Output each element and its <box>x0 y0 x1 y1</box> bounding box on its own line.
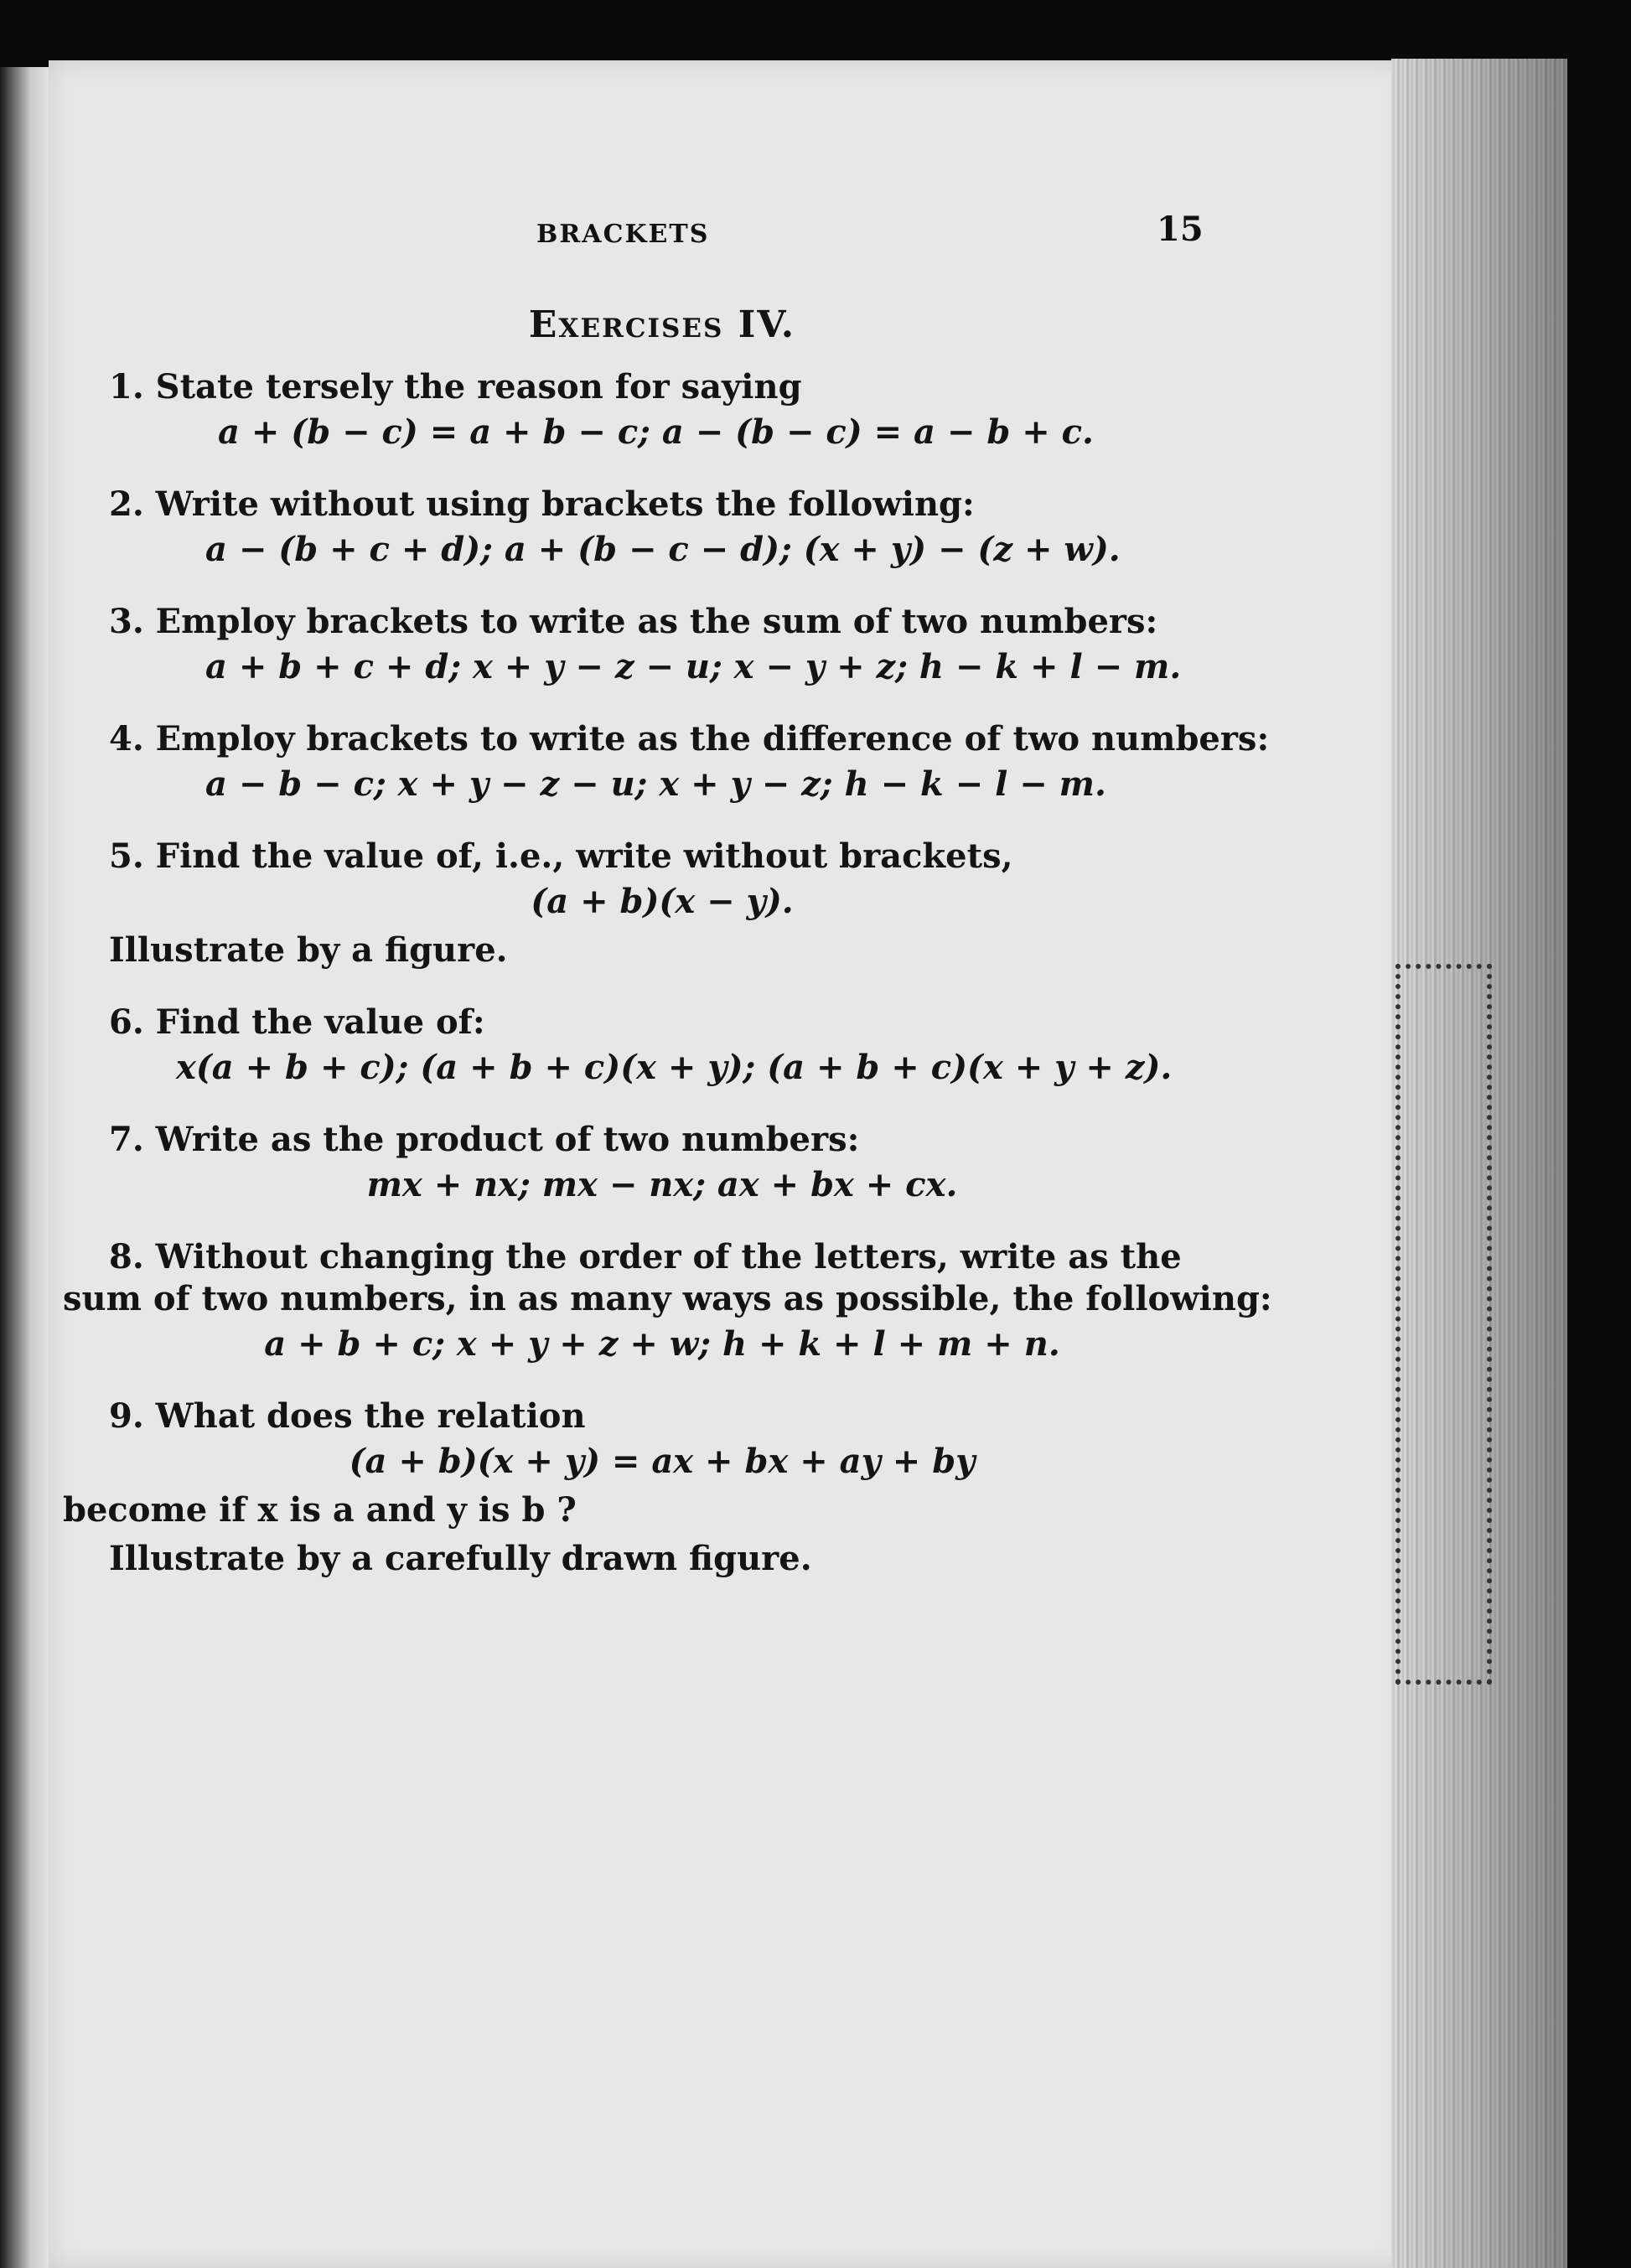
exercise-2 <box>109 484 1215 571</box>
exercise-formula: a + (b − c) = a + b − c; a − (b − c) = a − b + c. <box>218 412 1094 452</box>
exercise-3 <box>109 601 1215 688</box>
exercise-text: 8. Without changing the order of the letters, write as the <box>109 1237 1182 1276</box>
exercise-text: 6. Find the value of: <box>109 1002 485 1042</box>
exercise-8 <box>63 1236 1272 1365</box>
running-head: BRACKETS <box>536 220 710 249</box>
left-page-edge <box>0 67 50 2268</box>
exercise-formula: (a + b)(x − y). <box>531 882 794 921</box>
exercise-text: 2. Write without using brackets the following: <box>109 484 975 524</box>
exercise-formula: x(a + b + c); (a + b + c)(x + y); (a + b + c)(x + y + z). <box>176 1048 1173 1087</box>
exercise-text: 7. Write as the product of two numbers: <box>109 1120 860 1159</box>
exercise-followup-2: Illustrate by a carefully drawn figure. <box>109 1539 812 1578</box>
exercise-formula: a − (b + c + d); a + (b − c − d); (x + y) − (z + w). <box>205 530 1121 569</box>
exercise-text: 5. Find the value of, i.e., write without brackets, <box>109 836 1013 876</box>
exercise-4 <box>109 718 1270 805</box>
exercise-6 <box>109 1002 1215 1089</box>
exercise-1 <box>109 366 1215 453</box>
exercise-text: 1. State tersely the reason for saying <box>109 367 802 406</box>
exercise-followup: Illustrate by a figure. <box>109 930 508 970</box>
exercises-heading: Exercises IV. <box>528 303 796 346</box>
exercise-followup: become if x is a and y is b ? <box>63 1490 577 1530</box>
exercise-text: 3. Employ brackets to write as the sum of two numbers: <box>109 602 1158 641</box>
exercise-formula: a + b + c + d; x + y − z − u; x − y + z; h − k + l − m. <box>205 647 1182 686</box>
edge-tab-mark <box>1395 964 1492 1685</box>
page-number: 15 <box>1157 210 1204 249</box>
exercise-formula: a + b + c; x + y + z + w; h + k + l + m + n. <box>264 1324 1060 1364</box>
exercise-7 <box>109 1119 1215 1206</box>
page-content <box>63 302 1272 1610</box>
exercise-text-continued: sum of two numbers, in as many ways as possible, the following: <box>63 1279 1272 1318</box>
exercise-text: 4. Employ brackets to write as the difference of two numbers: <box>109 719 1270 759</box>
exercise-9 <box>63 1395 1215 1580</box>
exercise-formula: a − b − c; x + y − z − u; x + y − z; h − k − l − m. <box>205 764 1106 804</box>
exercise-5 <box>109 836 1215 971</box>
exercise-text: 9. What does the relation <box>109 1396 586 1436</box>
exercise-formula: mx + nx; mx − nx; ax + bx + cx. <box>366 1165 958 1204</box>
exercise-formula: (a + b)(x + y) = ax + bx + ay + by <box>349 1442 976 1481</box>
